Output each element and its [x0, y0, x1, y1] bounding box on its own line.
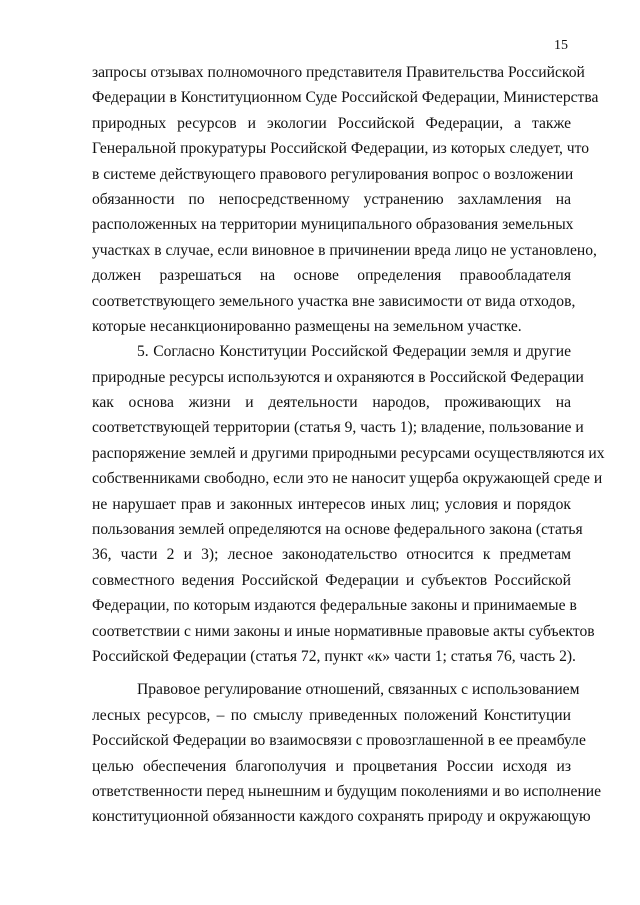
text-line: соответствующего земельного участка вне зависимости от вида отходов, — [92, 292, 576, 310]
text-line: запросы отзывах полномочного представителя Правительства Российской — [92, 64, 585, 81]
text-line: Федерации в Конституционном Суде Российской Федерации, Министерства — [92, 89, 599, 107]
paragraph-2 — [92, 339, 605, 669]
text-line: которые несанкционированно размещены на земельном участке. — [92, 317, 522, 335]
text-line: в системе действующего правового регулирования вопрос о возложении — [92, 165, 574, 183]
text-line: Федерации, по которым издаются федеральные законы и принимаемые в — [92, 597, 577, 615]
text-line: природные ресурсы используются и охраняются в Российской Федерации — [92, 368, 584, 386]
text-line: 5. Согласно Конституции Российской Федерации земля и другие — [137, 343, 571, 361]
text-line: Российской Федерации (статья 72, пункт «к» части 1; статья 76, часть 2). — [92, 647, 576, 665]
paragraph-spacer — [92, 669, 571, 677]
text-line: не нарушает прав и законных интересов иных лиц; условия и порядок — [92, 495, 571, 513]
text-line: пользования землей определяются на основе федерального закона (статья — [92, 521, 583, 539]
text-line: совместного ведения Российской Федерации и субъектов Российской — [92, 571, 571, 589]
text-line: участках в случае, если виновное в причинении вреда лицо не установлено, — [92, 241, 597, 259]
text-line: Правовое регулирование отношений, связанных с использованием — [137, 681, 580, 699]
text-line: как основа жизни и деятельности народов, проживающих на — [92, 394, 571, 412]
text-line: соответствующей территории (статья 9, часть 1); владение, пользование и — [92, 419, 584, 437]
text-line: соответствии с ними законы и иные нормативные правовые акты субъектов — [92, 622, 595, 640]
text-line: обязанности по непосредственному устранению захламления на — [92, 190, 571, 208]
text-line: собственниками свободно, если это не наносит ущерба окружающей среде и — [92, 470, 603, 488]
page-number: 15 — [554, 38, 568, 53]
paragraph-3 — [92, 677, 602, 829]
text-line: Генеральной прокуратуры Российской Федерации, из которых следует, что — [92, 140, 590, 158]
text-line: распоряжение землей и другими природными ресурсами осуществляются их — [92, 444, 605, 462]
document-body — [92, 60, 605, 830]
text-line: Российской Федерации во взаимосвязи с провозглашенной в ее преамбуле — [92, 732, 586, 750]
text-line: природных ресурсов и экологии Российской Федерации, а также — [92, 114, 571, 132]
text-line: 36, части 2 и 3); лесное законодательство относится к предметам — [92, 546, 571, 564]
paragraph-1 — [92, 60, 599, 339]
text-line: лесных ресурсов, – по смыслу приведенных положений Конституции — [92, 706, 571, 724]
text-line: расположенных на территории муниципального образования земельных — [92, 216, 574, 234]
text-line: ответственности перед нынешним и будущим поколениями и во исполнение — [92, 782, 602, 800]
text-line: конституционной обязанности каждого сохранять природу и окружающую — [92, 808, 591, 826]
text-line: должен разрешаться на основе определения правообладателя — [92, 267, 571, 285]
text-line: целью обеспечения благополучия и процветания России исходя из — [92, 757, 571, 775]
